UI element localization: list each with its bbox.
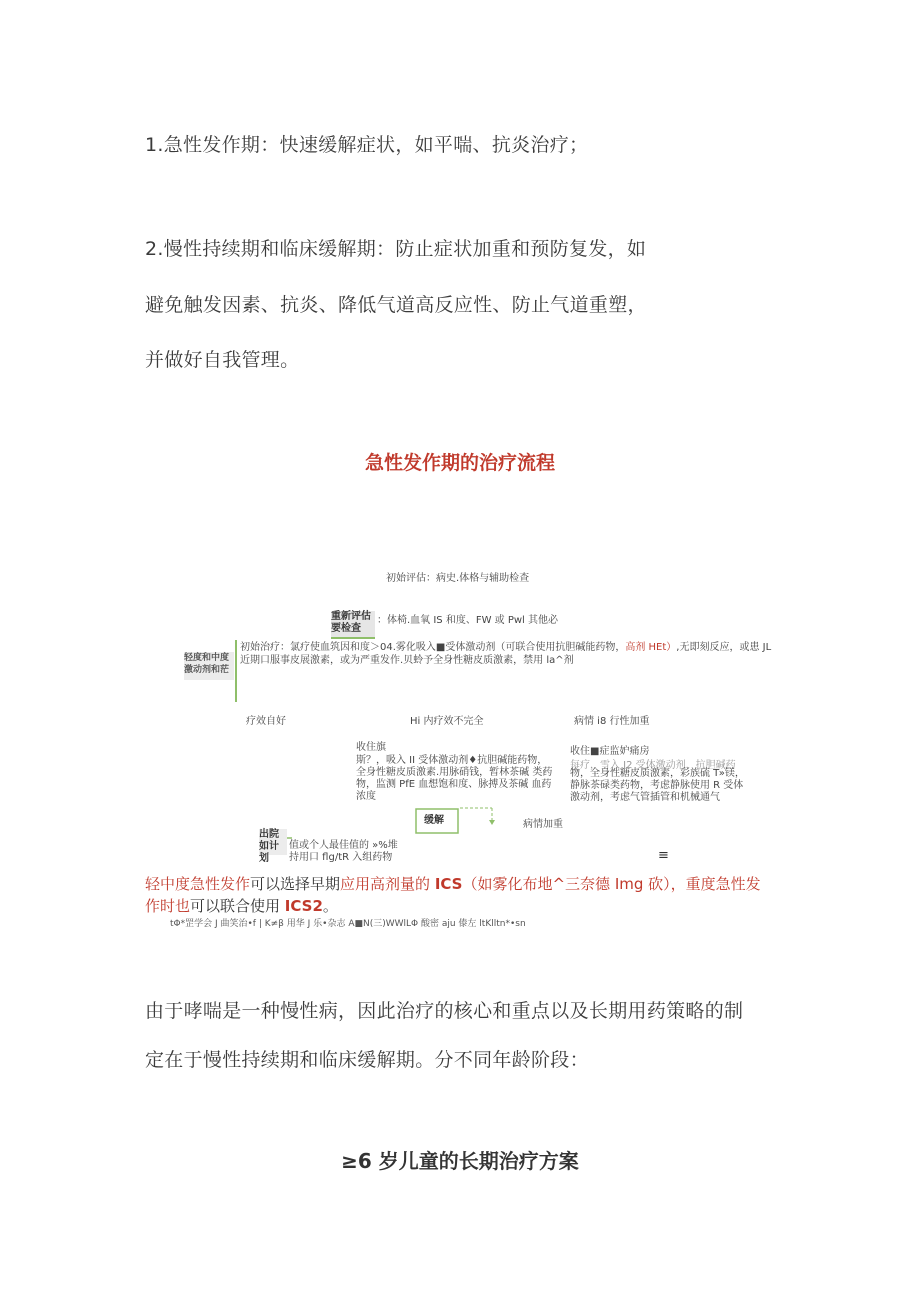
paragraph-chronic-phase-line3: 并做好自我管理。 [145,349,300,371]
note-red-1: 轻中度急性发作 [145,875,251,893]
garbled-caption: tΦ*罡学会 J 曲笑治•f | K≠β 用华 J 乐•杂志 A■N(三)WWlLΦ 酸密 aju 傣左 ltKlltn*•sn [170,919,526,929]
paragraph-chronic-phase-line1: 2.慢性持续期和临床缓解期：防止症状加重和预防复发，如 [145,238,647,260]
note-dark-1: 可以选择早期 [250,875,341,893]
note-ics: ICS [434,875,463,893]
note-dark-3: 。 [322,897,338,915]
ward-treatment-line2: 全身性糖皮质激素.用脉硝钱，暂林茶碱 类药 [356,767,553,778]
good-effect-label: 疗效自好 [246,716,286,727]
discharge-line1: 值或个人最佳值的 »%堆 [289,840,398,851]
icu-treatment-line1: 每疗，雪入 I2 受体激动剂，抗胆碱药 [570,760,736,771]
discharge-line2: 持用口 flg/tR 入组药物 [289,852,393,863]
ward-treatment-line1: 斯？，吸入 II 受体激动剂♦抗胆碱能药物， [356,755,548,766]
paragraph-chronic-core-line2: 定在于慢性持续期和临床缓解期。分不同年龄阶段： [145,1049,589,1071]
reassess-text [377,615,558,628]
reassess-text-content: ：体椅.血氧 IS 和度、FW 或 Pwl 其他必 [377,615,558,626]
note-dark-2: 可以联合使用 [190,897,285,915]
relief-box-label: 缓解 [424,815,444,826]
note-ics2: ICS2 [284,897,323,915]
paragraph-chronic-core-line1: 由于哮喘是一种慢性病，因此治疗的核心和重点以及长期用药策略的制 [145,1000,744,1022]
reassess-box [331,611,375,639]
initial-assessment: 初始评估：病史.体格与辅助检查 [386,573,530,584]
section-title-long-term: ≥6 岁儿童的长期治疗方案 [341,1149,579,1173]
note-red-2: 应用高剂量的 [340,875,435,893]
icu-treatment-line4: 激动剂，考虑气管插管和机械通气 [570,792,720,803]
worsening-label: 病情 i8 行性加重 [574,716,650,727]
icu-treatment-line2: 物，全身性糖皮质激素，彩族硫 T»镁， [570,768,745,779]
discharge-box-label: 出院 如计划 [259,829,279,864]
ward-treatment-line4: 浓度 [356,791,376,802]
reassess-box-label: 重新评估 要检查 [331,611,371,634]
mild-moderate-box-label: 轻度和中度 激动剂和茫 [184,653,230,675]
initial-treatment-high-dose: 高剂 HEt） [625,642,677,653]
ics-note [145,873,775,917]
ward-treatment-line3: 物，监测 PfE 血想饱和度、脉搏及茶碱 血药 [356,779,552,790]
incomplete-effect-label: Hi 内疗效不完全 [410,716,484,727]
initial-treatment-line1 [240,642,771,655]
note-red-3: （如雾化布地^三奈德 Img 砍），重度急性发作时也 [145,875,761,915]
menu-icon: ≡ [658,848,669,863]
initial-treatment-line1-a: 初始治疗：氯疗使血筑因和度＞04.雾化吸入■受体激动剂（可联合使用抗胆碱能药物， [240,642,626,653]
aggravation-label: 病情加重 [523,819,563,830]
ward-admission-title: 收住旗 [356,742,386,753]
paragraph-acute-phase: 1.急性发作期：快速缓解症状，如平喘、抗炎治疗； [145,134,589,156]
initial-treatment-line1-b: ,无即刻反应，或患 JL [676,642,772,653]
icu-admission-title: 收住■症监妒痛房 [570,746,650,757]
initial-treatment-line2: 近期口服事皮展激素，或为严重发作.贝蛉予全身性糖皮质激素，禁用 la^剂 [240,655,574,666]
mild-moderate-box [184,652,234,680]
paragraph-chronic-phase-line2: 避免触发因素、抗炎、降低气道高反应性、防止气道重塑， [145,294,647,316]
icu-treatment-line3: 静脉茶碌类药物，考虑静脉使用 R 受体 [570,780,744,791]
discharge-box [259,829,287,864]
section-title-acute-flow: 急性发作期的治疗流程 [364,452,555,474]
